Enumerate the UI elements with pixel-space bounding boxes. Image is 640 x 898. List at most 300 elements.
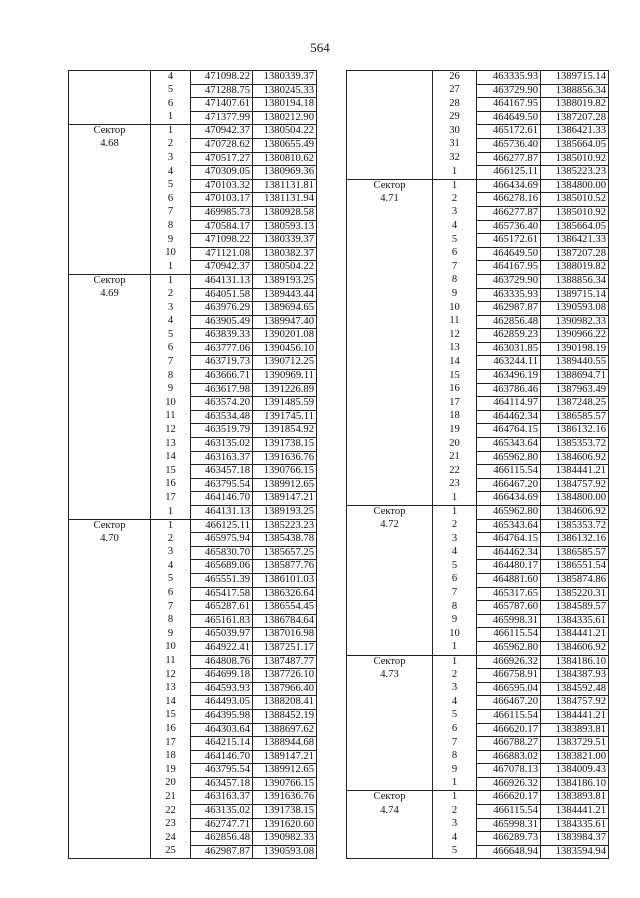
- point-number: 1: [151, 125, 191, 139]
- coord-y: 1380339.37: [253, 234, 317, 248]
- point-number: 9: [151, 628, 191, 642]
- coord-x: 466277.87: [477, 152, 541, 166]
- point-number: 4: [151, 71, 191, 85]
- point-number: 1: [433, 166, 477, 180]
- coord-x: 466620.17: [477, 791, 541, 805]
- sector-cell: Сектор: [69, 519, 151, 533]
- sector-cell: [69, 805, 151, 819]
- point-number: 11: [151, 410, 191, 424]
- table-row: [69, 152, 317, 166]
- coord-y: 1387726.10: [253, 669, 317, 683]
- table-row: [347, 234, 609, 248]
- table-row: [69, 546, 317, 560]
- coord-y: 1389443.44: [253, 288, 317, 302]
- point-number: 16: [433, 383, 477, 397]
- point-number: 19: [151, 764, 191, 778]
- coord-x: 466620.17: [477, 723, 541, 737]
- coord-x: 462987.87: [191, 845, 253, 859]
- coord-x: 471377.99: [191, 111, 253, 125]
- sector-number: 4.74: [380, 804, 399, 816]
- coord-x: 464462.34: [477, 410, 541, 424]
- sector-cell: [347, 206, 433, 220]
- coord-y: 1385664.05: [541, 220, 609, 234]
- point-number: 4: [433, 696, 477, 710]
- point-number: 1: [433, 791, 477, 805]
- coord-x: 465172.61: [477, 125, 541, 139]
- coord-x: 471407.61: [191, 98, 253, 112]
- table-row: [69, 288, 317, 302]
- coord-y: 1386101.03: [253, 573, 317, 587]
- point-number: 22: [433, 465, 477, 479]
- table-row: [347, 628, 609, 642]
- coord-x: 462856.48: [477, 315, 541, 329]
- coord-x: 463574.20: [191, 397, 253, 411]
- sector-cell: [347, 573, 433, 587]
- coordinates-table-right: [346, 70, 609, 859]
- point-number: 13: [433, 342, 477, 356]
- coord-x: 471098.22: [191, 71, 253, 85]
- coord-y: 1391854.92: [253, 424, 317, 438]
- coord-x: 463777.06: [191, 342, 253, 356]
- point-number: 9: [151, 234, 191, 248]
- sector-cell: [69, 628, 151, 642]
- coord-y: 1387966.40: [253, 682, 317, 696]
- point-number: 10: [433, 628, 477, 642]
- point-number: 8: [151, 614, 191, 628]
- point-number: 3: [433, 533, 477, 547]
- table-row: [69, 166, 317, 180]
- coord-x: 465962.80: [477, 506, 541, 520]
- table-row: [347, 465, 609, 479]
- sector-cell: [69, 315, 151, 329]
- table-row: [347, 410, 609, 424]
- coord-x: 466115.54: [477, 709, 541, 723]
- point-number: 12: [151, 424, 191, 438]
- coord-x: 462859.23: [477, 329, 541, 343]
- point-number: 6: [151, 587, 191, 601]
- coord-y: 1388694.71: [541, 370, 609, 384]
- point-number: 8: [151, 220, 191, 234]
- coord-x: 466467.20: [477, 696, 541, 710]
- coord-x: 470942.37: [191, 261, 253, 275]
- point-number: 3: [433, 206, 477, 220]
- coord-x: 463905.49: [191, 315, 253, 329]
- coord-y: 1385438.78: [253, 533, 317, 547]
- sector-cell: [69, 220, 151, 234]
- coord-y: 1384009.43: [541, 764, 609, 778]
- table-row: [347, 764, 609, 778]
- point-number: 5: [433, 709, 477, 723]
- coord-x: 466289.73: [477, 832, 541, 846]
- table-row: [347, 438, 609, 452]
- coord-x: 463457.18: [191, 465, 253, 479]
- coord-y: 1386585.57: [541, 410, 609, 424]
- coord-x: 465417.58: [191, 587, 253, 601]
- point-number: 4: [433, 220, 477, 234]
- coord-y: 1389440.55: [541, 356, 609, 370]
- coord-y: 1380504.22: [253, 261, 317, 275]
- point-number: 28: [433, 98, 477, 112]
- sector-cell: [69, 438, 151, 452]
- point-number: 30: [433, 125, 477, 139]
- point-number: 5: [151, 84, 191, 98]
- coord-x: 471288.75: [191, 84, 253, 98]
- table-row: [69, 274, 317, 288]
- coord-x: 463163.37: [191, 451, 253, 465]
- coord-y: 1384800.00: [541, 492, 609, 506]
- coord-y: 1383893.81: [541, 791, 609, 805]
- coord-x: 465736.40: [477, 138, 541, 152]
- point-number: 9: [433, 614, 477, 628]
- coord-x: 464131.13: [191, 506, 253, 520]
- sector-cell: [69, 193, 151, 207]
- point-number: 23: [433, 478, 477, 492]
- sector-cell: [347, 302, 433, 316]
- point-number: 7: [433, 261, 477, 275]
- coord-x: 465975.94: [191, 533, 253, 547]
- table-row: [347, 533, 609, 547]
- table-row: [69, 818, 317, 832]
- coord-y: 1384757.92: [541, 478, 609, 492]
- coord-y: 1390966.22: [541, 329, 609, 343]
- coord-y: 1380810.62: [253, 152, 317, 166]
- coord-x: 465962.80: [477, 451, 541, 465]
- table-row: [347, 193, 609, 207]
- coord-y: 1391636.76: [253, 451, 317, 465]
- table-row: [347, 220, 609, 234]
- table-row: [347, 98, 609, 112]
- sector-number: 4.72: [380, 519, 399, 531]
- coord-y: 1391226.89: [253, 383, 317, 397]
- coord-y: 1384387.93: [541, 669, 609, 683]
- coord-y: 1383984.37: [541, 832, 609, 846]
- coord-y: 1391738.15: [253, 805, 317, 819]
- coord-y: 1389147.21: [253, 492, 317, 506]
- table-row: [69, 356, 317, 370]
- point-number: 7: [151, 206, 191, 220]
- point-number: 3: [433, 818, 477, 832]
- sector-cell: [69, 533, 151, 547]
- coord-x: 463617.98: [191, 383, 253, 397]
- sector-cell: [347, 845, 433, 859]
- coord-x: 464167.95: [477, 261, 541, 275]
- coord-x: 470103.32: [191, 179, 253, 193]
- table-row: [347, 682, 609, 696]
- table-row: [347, 750, 609, 764]
- table-row: [347, 492, 609, 506]
- sector-cell: [347, 492, 433, 506]
- point-number: 21: [433, 451, 477, 465]
- point-number: 6: [433, 723, 477, 737]
- sector-cell: [69, 560, 151, 574]
- coord-x: 466115.54: [477, 465, 541, 479]
- coord-y: 1385877.76: [253, 560, 317, 574]
- coord-y: 1384800.00: [541, 179, 609, 193]
- point-number: 13: [151, 682, 191, 696]
- coord-x: 470584.17: [191, 220, 253, 234]
- table-row: [69, 179, 317, 193]
- coord-y: 1387016.98: [253, 628, 317, 642]
- sector-cell: [347, 750, 433, 764]
- coord-y: 1389715.14: [541, 71, 609, 85]
- coord-x: 463534.48: [191, 410, 253, 424]
- table-row: [69, 71, 317, 85]
- sector-cell: [69, 356, 151, 370]
- coord-y: 1383729.51: [541, 737, 609, 751]
- sector-cell: [69, 342, 151, 356]
- coord-x: 465998.31: [477, 614, 541, 628]
- coord-x: 469985.73: [191, 206, 253, 220]
- coord-y: 1383893.81: [541, 723, 609, 737]
- coord-x: 464649.50: [477, 111, 541, 125]
- point-number: 5: [433, 845, 477, 859]
- point-number: 10: [151, 641, 191, 655]
- sector-cell: [347, 546, 433, 560]
- table-row: [347, 206, 609, 220]
- coord-x: 470942.37: [191, 125, 253, 139]
- sector-cell: [347, 723, 433, 737]
- coord-y: 1380245.33: [253, 84, 317, 98]
- point-number: 7: [433, 587, 477, 601]
- sector-cell: [347, 478, 433, 492]
- coord-y: 1385664.05: [541, 138, 609, 152]
- point-number: 17: [433, 397, 477, 411]
- coord-y: 1386421.33: [541, 234, 609, 248]
- coord-x: 464649.50: [477, 247, 541, 261]
- point-number: 12: [433, 329, 477, 343]
- coord-x: 465172.61: [477, 234, 541, 248]
- point-number: 8: [433, 274, 477, 288]
- point-number: 16: [151, 723, 191, 737]
- sector-cell: [69, 845, 151, 859]
- coord-y: 1384441.21: [541, 805, 609, 819]
- table-row: [69, 655, 317, 669]
- coord-x: 464493.05: [191, 696, 253, 710]
- coord-y: 1388856.34: [541, 84, 609, 98]
- coord-y: 1391636.76: [253, 791, 317, 805]
- point-number: 12: [151, 669, 191, 683]
- sector-cell: [347, 614, 433, 628]
- sector-cell: [347, 709, 433, 723]
- table-row: [69, 383, 317, 397]
- coord-y: 1385220.31: [541, 587, 609, 601]
- point-number: 3: [151, 546, 191, 560]
- table-row: [69, 478, 317, 492]
- point-number: 3: [151, 152, 191, 166]
- point-number: 5: [151, 329, 191, 343]
- table-row: [347, 342, 609, 356]
- sector-cell: [347, 560, 433, 574]
- table-row: [347, 274, 609, 288]
- point-number: 10: [151, 397, 191, 411]
- coord-y: 1384606.92: [541, 451, 609, 465]
- table-row: [347, 111, 609, 125]
- coord-y: 1390593.08: [253, 845, 317, 859]
- sector-cell: [69, 261, 151, 275]
- table-row: [69, 329, 317, 343]
- point-number: 7: [151, 601, 191, 615]
- sector-cell: [69, 247, 151, 261]
- sector-cell: [69, 723, 151, 737]
- coord-y: 1390766.15: [253, 465, 317, 479]
- coord-x: 463729.90: [477, 274, 541, 288]
- sector-cell: [347, 98, 433, 112]
- sector-cell: [69, 655, 151, 669]
- coord-y: 1380593.13: [253, 220, 317, 234]
- table-row: [69, 424, 317, 438]
- coord-x: 466115.54: [477, 805, 541, 819]
- coord-y: 1389694.65: [253, 302, 317, 316]
- point-number: 9: [433, 764, 477, 778]
- coord-x: 465962.80: [477, 641, 541, 655]
- sector-cell: [347, 628, 433, 642]
- coord-y: 1385223.23: [253, 519, 317, 533]
- coord-x: 465039.97: [191, 628, 253, 642]
- coord-x: 466434.69: [477, 179, 541, 193]
- table-row: [347, 356, 609, 370]
- table-row: [69, 791, 317, 805]
- point-number: 8: [151, 370, 191, 384]
- sector-cell: [69, 478, 151, 492]
- coord-x: 463786.46: [477, 383, 541, 397]
- sector-cell: [347, 166, 433, 180]
- sector-cell: [347, 764, 433, 778]
- table-row: [69, 370, 317, 384]
- sector-cell: [347, 125, 433, 139]
- coord-y: 1383821.00: [541, 750, 609, 764]
- sector-cell: Сектор: [69, 274, 151, 288]
- coord-y: 1390969.11: [253, 370, 317, 384]
- coord-x: 465998.31: [477, 818, 541, 832]
- table-row: [347, 125, 609, 139]
- table-row: [69, 601, 317, 615]
- sector-cell: [347, 533, 433, 547]
- sector-cell: [347, 696, 433, 710]
- coord-y: 1384186.10: [541, 777, 609, 791]
- sector-cell: [69, 424, 151, 438]
- point-number: 1: [433, 506, 477, 520]
- coord-y: 1391485.59: [253, 397, 317, 411]
- coord-x: 464146.70: [191, 750, 253, 764]
- coord-x: 463519.79: [191, 424, 253, 438]
- point-number: 22: [151, 805, 191, 819]
- coord-y: 1385657.25: [253, 546, 317, 560]
- point-number: 2: [433, 669, 477, 683]
- point-number: 7: [433, 737, 477, 751]
- coord-x: 463795.54: [191, 764, 253, 778]
- coord-y: 1384335.61: [541, 614, 609, 628]
- sector-cell: [347, 152, 433, 166]
- point-number: 10: [433, 302, 477, 316]
- coord-x: 464167.95: [477, 98, 541, 112]
- table-row: [347, 709, 609, 723]
- table-row: [69, 533, 317, 547]
- table-row: [347, 655, 609, 669]
- sector-cell: [69, 641, 151, 655]
- sector-cell: [69, 506, 151, 520]
- sector-cell: [347, 329, 433, 343]
- coord-x: 463457.18: [191, 777, 253, 791]
- point-number: 19: [433, 424, 477, 438]
- point-number: 14: [151, 696, 191, 710]
- sector-cell: [347, 84, 433, 98]
- sector-cell: [69, 465, 151, 479]
- coord-y: 1381131.81: [253, 179, 317, 193]
- sector-cell: [69, 302, 151, 316]
- sector-cell: [69, 370, 151, 384]
- coord-x: 464480.17: [477, 560, 541, 574]
- coord-x: 464395.98: [191, 709, 253, 723]
- coord-y: 1387251.17: [253, 641, 317, 655]
- coord-x: 463976.29: [191, 302, 253, 316]
- table-row: [347, 546, 609, 560]
- coord-x: 464764.15: [477, 533, 541, 547]
- point-number: 8: [433, 601, 477, 615]
- coord-x: 464881.60: [477, 573, 541, 587]
- table-row: [69, 438, 317, 452]
- coord-y: 1390766.15: [253, 777, 317, 791]
- sector-cell: [347, 111, 433, 125]
- coord-y: 1380928.58: [253, 206, 317, 220]
- coord-x: 462747.71: [191, 818, 253, 832]
- sector-cell: [347, 315, 433, 329]
- point-number: 26: [433, 71, 477, 85]
- point-number: 29: [433, 111, 477, 125]
- table-row: [347, 669, 609, 683]
- table-row: [69, 465, 317, 479]
- sector-cell: [69, 84, 151, 98]
- coord-y: 1380382.37: [253, 247, 317, 261]
- coord-y: 1388697.62: [253, 723, 317, 737]
- sector-cell: [347, 274, 433, 288]
- point-number: 4: [151, 560, 191, 574]
- table-row: [69, 832, 317, 846]
- point-number: 31: [433, 138, 477, 152]
- table-row: [69, 451, 317, 465]
- sector-cell: [347, 777, 433, 791]
- coord-y: 1380194.18: [253, 98, 317, 112]
- coord-y: 1384441.21: [541, 709, 609, 723]
- coord-x: 466467.20: [477, 478, 541, 492]
- point-number: 7: [151, 356, 191, 370]
- table-row: [347, 641, 609, 655]
- coord-x: 464593.93: [191, 682, 253, 696]
- sector-cell: [69, 737, 151, 751]
- coord-x: 465343.64: [477, 438, 541, 452]
- coord-x: 470517.27: [191, 152, 253, 166]
- coord-y: 1386554.45: [253, 601, 317, 615]
- point-number: 1: [433, 641, 477, 655]
- sector-cell: [347, 410, 433, 424]
- sector-cell: [347, 805, 433, 819]
- point-number: 18: [151, 750, 191, 764]
- coord-y: 1380339.37: [253, 71, 317, 85]
- sector-cell: [69, 709, 151, 723]
- table-row: [347, 573, 609, 587]
- sector-cell: [69, 329, 151, 343]
- coord-y: 1385223.23: [541, 166, 609, 180]
- table-row: [69, 206, 317, 220]
- coord-y: 1390198.19: [541, 342, 609, 356]
- table-row: [69, 641, 317, 655]
- point-number: 32: [433, 152, 477, 166]
- table-row: [347, 519, 609, 533]
- coord-x: 464764.15: [477, 424, 541, 438]
- point-number: 4: [151, 315, 191, 329]
- coord-x: 466434.69: [477, 492, 541, 506]
- point-number: 6: [433, 247, 477, 261]
- sector-cell: [347, 451, 433, 465]
